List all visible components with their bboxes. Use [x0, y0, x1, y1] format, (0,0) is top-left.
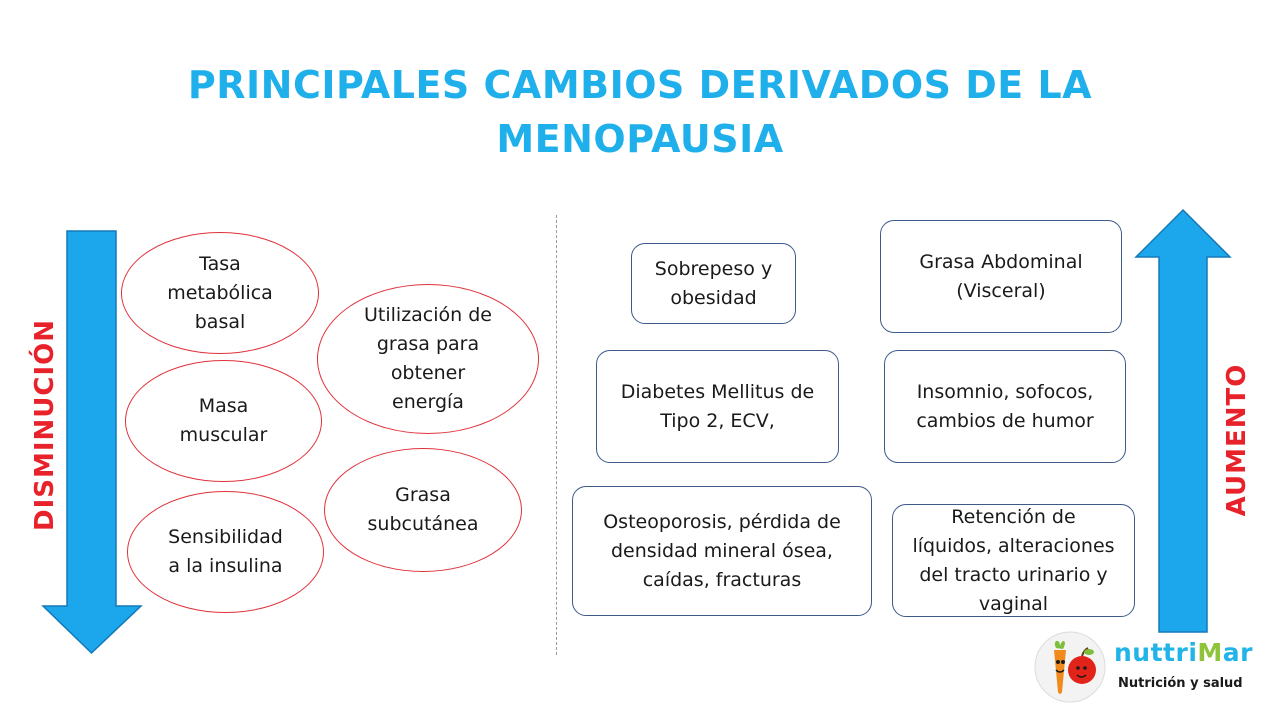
aumento-label: AUMENTO	[1222, 363, 1252, 517]
ellipse-text: Utilización de grasa para obtener energía	[364, 304, 492, 413]
box-osteoporosis	[572, 486, 872, 616]
disminucion-label: DISMINUCIÓN	[30, 318, 60, 532]
logo-name-part-2: M	[1197, 638, 1223, 667]
logo-subtitle: Nutrición y salud	[1118, 676, 1243, 691]
page-title	[140, 58, 1140, 166]
box-text: Sobrepeso y obesidad	[654, 257, 773, 309]
carrot-apple-icon	[1032, 630, 1108, 704]
up-arrow-icon	[1133, 207, 1233, 635]
box-grasa-abdominal	[880, 220, 1122, 333]
box-text: Grasa Abdominal (Visceral)	[919, 250, 1083, 302]
ellipse-text: Grasa subcutánea	[367, 484, 479, 535]
box-text: Insomnio, sofocos, cambios de humor	[916, 380, 1094, 432]
box-text: Osteoporosis, pérdida de densidad mineral ósea, caídas, fracturas	[603, 510, 841, 591]
ellipse-utilizacion-grasa	[317, 284, 539, 434]
ellipse-tasa-metabolica	[121, 232, 319, 354]
center-divider	[556, 215, 557, 655]
logo-name-part-3: ar	[1222, 638, 1253, 667]
ellipse-masa-muscular	[125, 360, 322, 482]
ellipse-text: Tasa metabólica basal	[167, 252, 273, 333]
box-text: Retención de líquidos, alteraciones del tracto urinario y vaginal	[912, 505, 1115, 615]
ellipse-sensibilidad-insulina	[127, 491, 324, 613]
box-insomnio	[884, 350, 1126, 463]
box-sobrepeso	[631, 243, 796, 324]
box-diabetes	[596, 350, 839, 463]
title-line-1: PRINCIPALES CAMBIOS DERIVADOS DE LA	[187, 63, 1093, 107]
box-text: Diabetes Mellitus de Tipo 2, ECV,	[620, 380, 815, 432]
ellipse-text: Masa muscular	[179, 395, 268, 446]
title-line-2: MENOPAUSIA	[496, 117, 784, 161]
box-retencion-liquidos	[892, 504, 1135, 617]
nuttrimar-logo	[1032, 630, 1262, 704]
ellipse-text: Sensibilidad a la insulina	[168, 526, 283, 577]
logo-name	[1114, 638, 1253, 667]
ellipse-grasa-subcutanea	[324, 448, 522, 572]
logo-name-part-1: nuttri	[1114, 638, 1198, 667]
